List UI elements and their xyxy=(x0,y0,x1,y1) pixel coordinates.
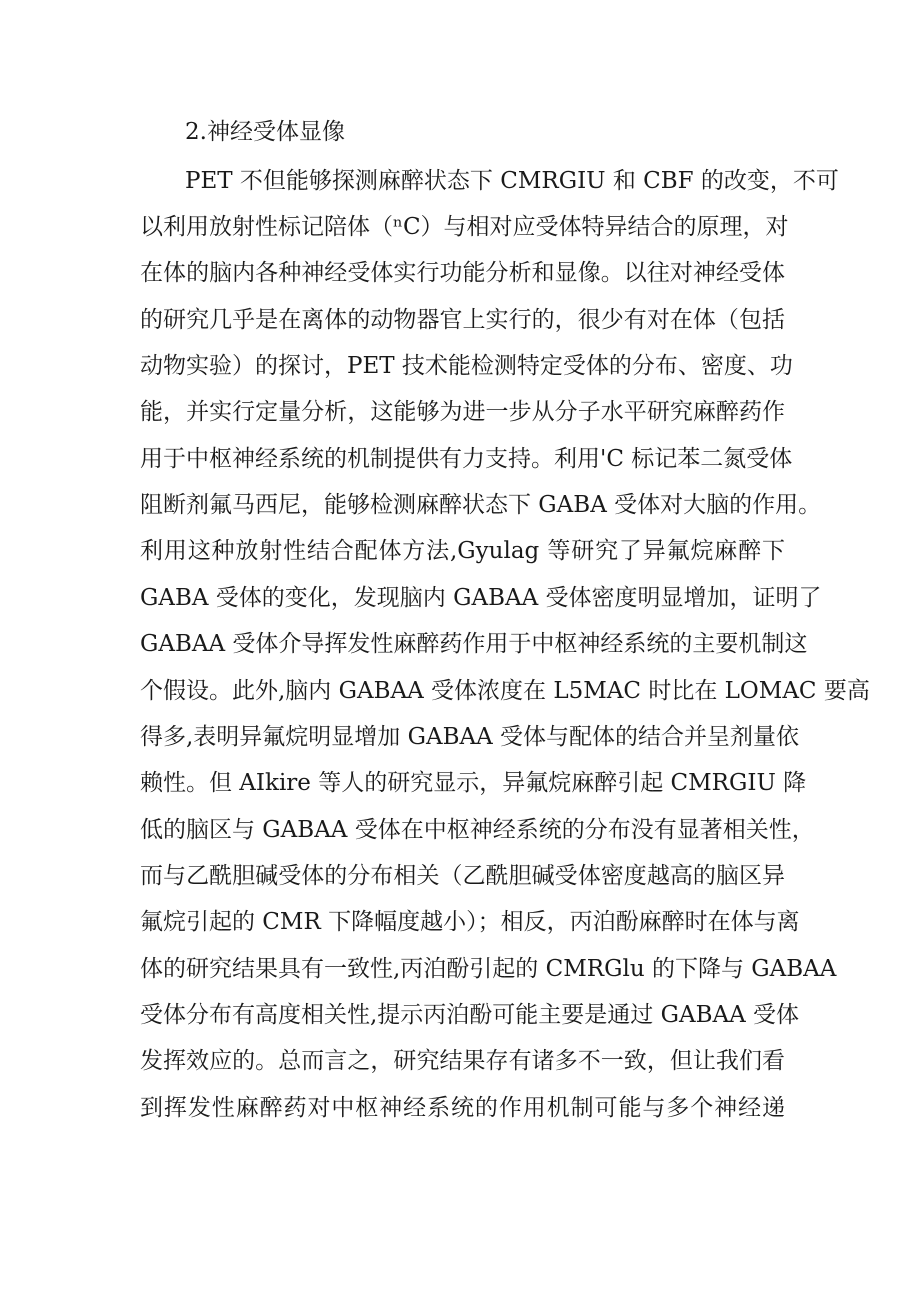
paragraph-line-14: 赖性。但 AIkire 等人的研究显示，异氟烷麻醉引起 CMRGIU 降 xyxy=(140,770,807,796)
paragraph-line-13: 得多,表明异氟烷明显增加 GABAA 受体与配体的结合并呈剂量依 xyxy=(140,724,800,750)
paragraph-line-4: 的研究几乎是在离体的动物器官上实行的，很少有对在体（包括 xyxy=(140,307,785,333)
paragraph-line-16: 而与乙酰胆碱受体的分布相关（乙酰胆碱受体密度越高的脑区异 xyxy=(140,863,785,889)
paragraph-line-7: 用于中枢神经系统的机制提供有力支持。利用'C 标记苯二氮受体 xyxy=(140,446,793,472)
paragraph-line-9: 利用这种放射性结合配体方法,Gyulag 等研究了异氟烷麻醉下 xyxy=(140,538,785,564)
paragraph-line-18: 体的研究结果具有一致性,丙泊酚引起的 CMRGlu 的下降与 GABAA xyxy=(140,956,837,982)
paragraph-line-6: 能，并实行定量分析，这能够为进一步从分子水平研究麻醉药作 xyxy=(140,399,785,425)
paragraph-line-20: 发挥效应的。总而言之，研究结果存有诸多不一致，但让我们看 xyxy=(140,1048,785,1074)
paragraph-line-3: 在体的脑内各种神经受体实行功能分析和显像。以往对神经受体 xyxy=(140,260,785,286)
paragraph-line-10: GABA 受体的变化，发现脑内 GABAA 受体密度明显增加，证明了 xyxy=(140,585,822,611)
paragraph-line-17: 氟烷引起的 CMR 下降幅度越小）；相反，丙泊酚麻醉时在体与离 xyxy=(140,909,800,935)
paragraph-line-19: 受体分布有高度相关性,提示丙泊酚可能主要是通过 GABAA 受体 xyxy=(140,1002,800,1028)
paragraph-line-2: 以利用放射性标记陪体（ⁿC）与相对应受体特异结合的原理，对 xyxy=(140,214,789,240)
paragraph-line-15: 低的脑区与 GABAA 受体在中枢神经系统的分布没有显著相关性， xyxy=(140,817,815,843)
paragraph-line-21: 到挥发性麻醉药对中枢神经系统的作用机制可能与多个神经递 xyxy=(140,1095,785,1121)
paragraph-line-8: 阻断剂氟马西尼，能够检测麻醉状态下 GABA 受体对大脑的作用。 xyxy=(140,492,822,518)
paragraph-line-11: GABAA 受体介导挥发性麻醉药作用于中枢神经系统的主要机制这 xyxy=(140,631,808,657)
paragraph-line-5: 动物实验）的探讨，PET 技术能检测特定受体的分布、密度、功 xyxy=(140,353,793,379)
section-heading: 2.神经受体显像 xyxy=(185,119,345,145)
paragraph-line-12: 个假设。此外,脑内 GABAA 受体浓度在 L5MAC 时比在 LOMAC 要高 xyxy=(140,678,870,704)
paragraph-line-1: PET 不但能够探测麻醉状态下 CMRGIU 和 CBF 的改变，不可 xyxy=(185,168,839,194)
